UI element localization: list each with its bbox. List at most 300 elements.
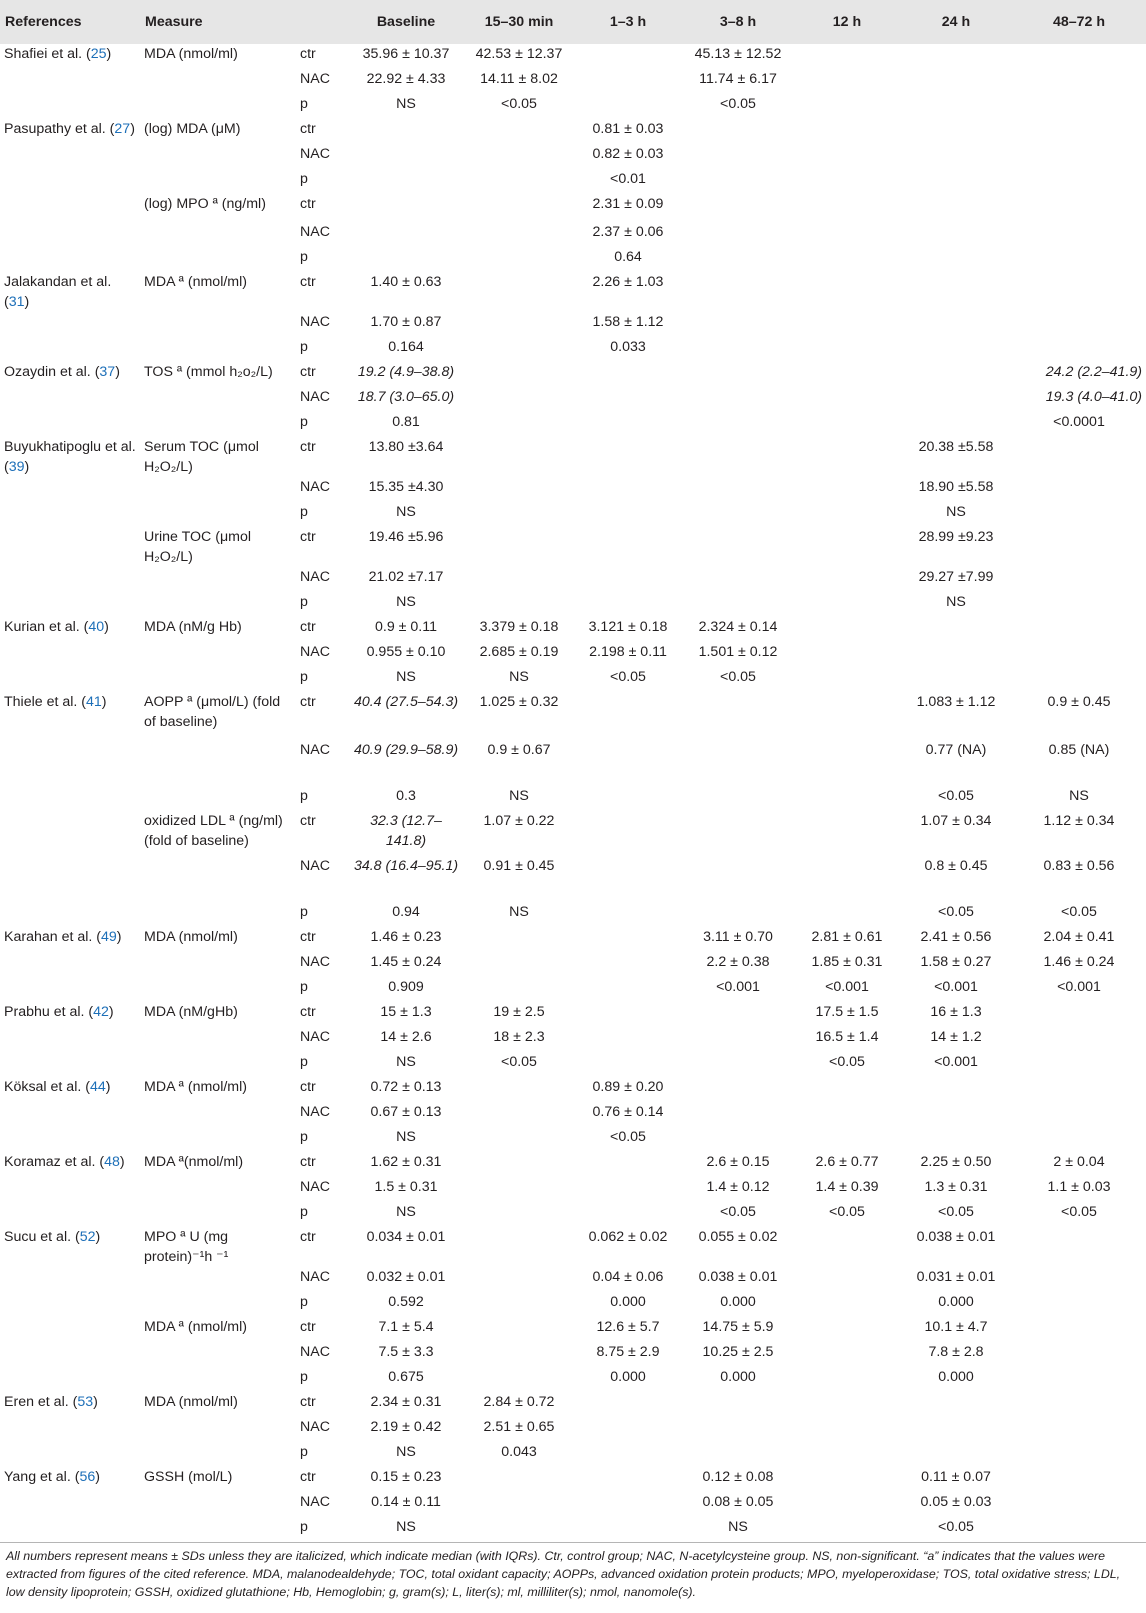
cell-value <box>464 1127 574 1152</box>
cell-group: NAC <box>300 644 330 660</box>
col-header-measure: Measure <box>140 0 296 44</box>
cell-value: 1.025 ± 0.32 <box>479 694 559 710</box>
cell-value <box>1012 1467 1146 1492</box>
cell-reference <box>0 362 140 387</box>
cell-value <box>794 362 900 387</box>
cell-measure: AOPP ª (μmol/L) (fold of baseline) <box>144 694 281 730</box>
cell-group: ctr <box>300 813 316 829</box>
cell-value <box>574 856 682 902</box>
cell-value <box>682 412 794 437</box>
cell-value: 0.64 <box>614 249 642 265</box>
cell-value <box>464 1227 574 1267</box>
cell-value <box>1012 119 1146 144</box>
cell-value <box>682 786 794 811</box>
table-row <box>0 1077 1146 1102</box>
cell-value <box>1012 1127 1146 1152</box>
cell-reference <box>0 786 140 811</box>
cell-value: <0.001 <box>716 979 760 995</box>
cell-value <box>900 169 1012 194</box>
cell-value: <0.001 <box>934 1054 978 1070</box>
cell-value: 1.40 ± 0.63 <box>370 274 442 290</box>
cell-group: p <box>300 669 308 685</box>
cell-value: 1.5 ± 0.31 <box>374 1179 438 1195</box>
table-row <box>0 1127 1146 1152</box>
cell-group: NAC <box>300 1179 330 1195</box>
col-header-3-8-h: 3–8 h <box>682 0 794 44</box>
cell-value <box>348 222 464 247</box>
cell-value <box>464 1267 574 1292</box>
cell-value <box>348 144 464 169</box>
table-row <box>0 902 1146 927</box>
cell-value: <0.05 <box>829 1204 865 1220</box>
cell-value: <0.05 <box>938 1519 974 1535</box>
cell-value <box>464 952 574 977</box>
cell-reference <box>0 119 140 144</box>
cell-value: 0.89 ± 0.20 <box>592 1079 664 1095</box>
cell-value <box>794 786 900 811</box>
cell-value: NS <box>396 96 416 112</box>
cell-value <box>574 740 682 786</box>
cell-value: 2.324 ± 0.14 <box>698 619 778 635</box>
cell-value <box>1012 592 1146 617</box>
cell-value <box>794 692 900 740</box>
table-row <box>0 1342 1146 1367</box>
cell-value <box>464 247 574 272</box>
cell-group: NAC <box>300 858 330 874</box>
cell-value <box>900 94 1012 119</box>
cell-value: 1.3 ± 0.31 <box>924 1179 988 1195</box>
cell-measure <box>140 337 296 362</box>
cell-value <box>464 312 574 337</box>
cell-value: NS <box>396 1129 416 1145</box>
cell-value: 7.5 ± 3.3 <box>378 1344 434 1360</box>
cell-measure <box>140 144 296 169</box>
cell-value <box>1012 437 1146 477</box>
cell-value: 2.25 ± 0.50 <box>920 1154 992 1170</box>
cell-measure <box>140 667 296 692</box>
cell-group: ctr <box>300 121 316 137</box>
cell-value: 0.000 <box>938 1369 974 1385</box>
citation-link[interactable]: 39 <box>8 459 25 475</box>
cell-reference <box>0 312 140 337</box>
cell-measure <box>140 1027 296 1052</box>
table-row <box>0 1177 1146 1202</box>
cell-measure <box>140 1367 296 1392</box>
col-header-group <box>296 0 348 44</box>
cell-value <box>682 1077 794 1102</box>
cell-value <box>1012 527 1146 567</box>
cell-measure <box>140 1267 296 1292</box>
cell-group: p <box>300 1519 308 1535</box>
cell-value: 0.15 ± 0.23 <box>370 1469 442 1485</box>
cell-value: 0.000 <box>610 1294 646 1310</box>
cell-value: 0.77 (NA) <box>925 742 987 758</box>
cell-value: 0.062 ± 0.02 <box>588 1229 668 1245</box>
cell-value: 1.62 ± 0.31 <box>370 1154 442 1170</box>
cell-value: 2.6 ± 0.15 <box>706 1154 770 1170</box>
cell-value <box>574 1052 682 1077</box>
cell-value <box>794 740 900 786</box>
cell-value: 0.592 <box>388 1294 424 1310</box>
cell-value: 0.8 ± 0.45 <box>924 858 988 874</box>
cell-value: 1.4 ± 0.12 <box>706 1179 770 1195</box>
cell-value <box>682 222 794 247</box>
cell-value <box>794 272 900 312</box>
cell-reference <box>0 1517 140 1542</box>
cell-reference <box>0 592 140 617</box>
cell-value: 0.85 (NA) <box>1048 742 1110 758</box>
table-body <box>0 44 1146 1542</box>
cell-group: p <box>300 1129 308 1145</box>
cell-measure <box>140 94 296 119</box>
cell-group: NAC <box>300 1344 330 1360</box>
table-row <box>0 1027 1146 1052</box>
cell-value: 1.07 ± 0.34 <box>920 813 992 829</box>
cell-value: NS <box>396 669 416 685</box>
table-row <box>0 1392 1146 1417</box>
cell-value: 22.92 ± 4.33 <box>366 71 446 87</box>
cell-value <box>1012 312 1146 337</box>
cell-reference <box>0 1027 140 1052</box>
table-row <box>0 617 1146 642</box>
cell-value: 0.94 <box>392 904 420 920</box>
reference-author: Eren et al. ( <box>4 1394 78 1410</box>
cell-value: 19 ± 2.5 <box>493 1004 545 1020</box>
cell-value <box>794 222 900 247</box>
cell-value: NS <box>946 504 966 520</box>
cell-value: 0.14 ± 0.11 <box>371 1494 441 1510</box>
citation-link[interactable]: 31 <box>8 294 25 310</box>
cell-value <box>900 617 1012 642</box>
cell-value <box>900 44 1012 69</box>
cell-value: 2.41 ± 0.56 <box>920 929 992 945</box>
cell-group: p <box>300 979 308 995</box>
cell-value: <0.05 <box>610 1129 646 1145</box>
table-row <box>0 1492 1146 1517</box>
cell-value <box>574 927 682 952</box>
cell-value: <0.05 <box>938 1204 974 1220</box>
cell-value: 0.11 ± 0.07 <box>921 1469 991 1485</box>
cell-value: 19.3 (4.0–41.0) <box>1045 389 1142 405</box>
cell-reference <box>0 692 140 740</box>
cell-value <box>464 1202 574 1227</box>
reference-close: ) <box>95 1469 100 1485</box>
cell-value: 1.85 ± 0.31 <box>811 954 883 970</box>
citation-link[interactable]: 37 <box>99 364 116 380</box>
cell-measure <box>140 1342 296 1367</box>
cell-value <box>574 902 682 927</box>
cell-value <box>464 119 574 144</box>
table-row <box>0 811 1146 856</box>
col-header-48-72-h: 48–72 h <box>1012 0 1146 44</box>
cell-value <box>682 337 794 362</box>
cell-value: 1.45 ± 0.24 <box>370 954 442 970</box>
citation-link[interactable]: 49 <box>101 929 117 945</box>
cell-group: NAC <box>300 71 330 87</box>
cell-measure <box>140 592 296 617</box>
cell-value <box>1012 1102 1146 1127</box>
cell-value <box>682 437 794 477</box>
cell-value <box>682 1417 794 1442</box>
cell-reference <box>0 337 140 362</box>
table-row <box>0 1517 1146 1542</box>
cell-value <box>794 437 900 477</box>
cell-value <box>1012 1292 1146 1317</box>
cell-reference <box>0 1052 140 1077</box>
cell-value <box>1012 1417 1146 1442</box>
citation-link[interactable]: 48 <box>104 1154 120 1170</box>
cell-value <box>574 811 682 856</box>
reference-close: ) <box>24 294 30 310</box>
cell-value: <0.05 <box>610 669 646 685</box>
citation-link[interactable]: 44 <box>89 1079 106 1095</box>
cell-value: NS <box>1069 788 1089 804</box>
citation-link[interactable]: 56 <box>79 1469 96 1485</box>
cell-value <box>464 977 574 1002</box>
citation-link[interactable]: 27 <box>114 121 131 137</box>
cell-value <box>794 902 900 927</box>
cell-value: NS <box>509 788 529 804</box>
cell-value <box>1012 667 1146 692</box>
cell-group: p <box>300 504 308 520</box>
cell-value <box>574 437 682 477</box>
cell-value <box>900 1417 1012 1442</box>
cell-group: ctr <box>300 196 316 212</box>
table-row <box>0 477 1146 502</box>
cell-group: NAC <box>300 146 330 162</box>
citation-link[interactable]: 52 <box>79 1229 96 1245</box>
cell-value <box>794 1267 900 1292</box>
cell-value <box>682 247 794 272</box>
cell-value: 2.6 ± 0.77 <box>815 1154 879 1170</box>
cell-value <box>1012 642 1146 667</box>
table-row <box>0 222 1146 247</box>
cell-group: p <box>300 1204 308 1220</box>
cell-value <box>682 362 794 387</box>
cell-value: 1.1 ± 0.03 <box>1047 1179 1111 1195</box>
cell-measure: MPO ª U (mg protein)⁻¹h ⁻¹ <box>144 1229 229 1265</box>
cell-value: NS <box>509 904 529 920</box>
cell-value: 0.9 ± 0.67 <box>487 742 551 758</box>
cell-value <box>1012 44 1146 69</box>
cell-value: 21.02 ±7.17 <box>368 569 444 585</box>
table-row <box>0 927 1146 952</box>
cell-value <box>464 1177 574 1202</box>
cell-value <box>464 362 574 387</box>
cell-reference <box>0 1152 140 1177</box>
cell-value <box>794 412 900 437</box>
cell-value: 1.46 ± 0.24 <box>1043 954 1115 970</box>
reference-close: ) <box>93 1394 98 1410</box>
cell-value <box>682 272 794 312</box>
cell-value: 2.51 ± 0.65 <box>483 1419 555 1435</box>
cell-value <box>1012 567 1146 592</box>
citation-link[interactable]: 53 <box>77 1394 94 1410</box>
cell-value <box>464 592 574 617</box>
cell-value <box>794 477 900 502</box>
cell-value: 0.000 <box>938 1294 974 1310</box>
cell-value <box>574 412 682 437</box>
cell-value: 1.501 ± 0.12 <box>698 644 778 660</box>
cell-value <box>464 169 574 194</box>
cell-value <box>682 1127 794 1152</box>
cell-measure <box>140 1517 296 1542</box>
cell-value <box>1012 502 1146 527</box>
cell-group: ctr <box>300 529 316 545</box>
cell-value <box>900 119 1012 144</box>
cell-value: 14.75 ± 5.9 <box>702 1319 774 1335</box>
cell-value <box>682 1027 794 1052</box>
cell-reference <box>0 811 140 856</box>
cell-value <box>794 312 900 337</box>
reference-author: Buyukhatipoglu et al. ( <box>4 439 136 475</box>
cell-value <box>900 1077 1012 1102</box>
cell-reference <box>0 194 140 222</box>
cell-value: 1.58 ± 0.27 <box>920 954 992 970</box>
cell-measure <box>140 222 296 247</box>
table-row <box>0 194 1146 222</box>
table-row <box>0 412 1146 437</box>
cell-value: 1.58 ± 1.12 <box>592 314 664 330</box>
cell-value: 2.37 ± 0.06 <box>592 224 664 240</box>
cell-group: NAC <box>300 1104 330 1120</box>
cell-value <box>464 1102 574 1127</box>
cell-measure <box>140 477 296 502</box>
cell-value <box>574 527 682 567</box>
cell-group: NAC <box>300 1419 330 1435</box>
cell-value <box>900 1102 1012 1127</box>
cell-value <box>464 927 574 952</box>
cell-value: 14.11 ± 8.02 <box>480 71 558 87</box>
cell-value <box>464 1492 574 1517</box>
cell-value <box>682 1102 794 1127</box>
cell-value <box>794 527 900 567</box>
cell-value <box>1012 194 1146 222</box>
cell-value <box>794 1317 900 1342</box>
cell-group: NAC <box>300 389 330 405</box>
cell-value: 1.12 ± 0.34 <box>1043 813 1115 829</box>
table-row <box>0 362 1146 387</box>
cell-value: 1.083 ± 1.12 <box>916 694 996 710</box>
cell-value: 0.08 ± 0.05 <box>702 1494 774 1510</box>
cell-value: <0.001 <box>934 979 978 995</box>
table-row <box>0 786 1146 811</box>
reference-close: ) <box>116 929 122 945</box>
cell-value: <0.05 <box>720 1204 756 1220</box>
reference-author: Thiele et al. ( <box>4 694 87 710</box>
cell-value <box>794 592 900 617</box>
cell-value <box>1012 144 1146 169</box>
header-row <box>0 0 1146 44</box>
cell-value <box>464 1342 574 1367</box>
cell-value: <0.05 <box>720 669 756 685</box>
cell-value <box>794 667 900 692</box>
cell-reference <box>0 222 140 247</box>
cell-group: ctr <box>300 1004 316 1020</box>
cell-value: 8.75 ± 2.9 <box>596 1344 660 1360</box>
cell-value <box>794 1367 900 1392</box>
cell-value <box>900 222 1012 247</box>
cell-value: NS <box>396 1204 416 1220</box>
cell-reference <box>0 169 140 194</box>
citation-link[interactable]: 42 <box>93 1004 109 1020</box>
cell-value <box>682 502 794 527</box>
cell-value: 2.31 ± 0.09 <box>592 196 664 212</box>
cell-reference <box>0 502 140 527</box>
cell-reference <box>0 272 140 312</box>
cell-value: <0.01 <box>610 171 646 187</box>
cell-value: 18.90 ±5.58 <box>918 479 994 495</box>
cell-group: p <box>300 249 308 265</box>
citation-link[interactable]: 40 <box>88 619 105 635</box>
cell-value <box>794 567 900 592</box>
cell-value: 0.76 ± 0.14 <box>592 1104 664 1120</box>
cell-value <box>682 194 794 222</box>
reference-close: ) <box>130 121 135 137</box>
cell-value <box>794 44 900 69</box>
cell-measure: MDA (nmol/ml) <box>144 46 238 62</box>
cell-value <box>574 977 682 1002</box>
cell-group: p <box>300 414 308 430</box>
cell-value <box>900 1127 1012 1152</box>
cell-reference <box>0 1417 140 1442</box>
cell-value <box>794 1227 900 1267</box>
cell-value <box>574 952 682 977</box>
reference-author: Ozaydin et al. ( <box>4 364 100 380</box>
citation-link[interactable]: 25 <box>90 46 107 62</box>
cell-value <box>900 412 1012 437</box>
cell-measure <box>140 1417 296 1442</box>
cell-value: 2.2 ± 0.38 <box>706 954 770 970</box>
reference-author: Shafiei et al. ( <box>4 46 91 62</box>
cell-value <box>794 144 900 169</box>
cell-value: 0.91 ± 0.45 <box>483 858 555 874</box>
cell-value <box>1012 617 1146 642</box>
citation-link[interactable]: 41 <box>86 694 102 710</box>
cell-measure <box>140 312 296 337</box>
cell-value <box>1012 337 1146 362</box>
cell-value <box>574 502 682 527</box>
cell-value: 17.5 ± 1.5 <box>815 1004 879 1020</box>
cell-measure <box>140 567 296 592</box>
cell-value: 2 ± 0.04 <box>1053 1154 1105 1170</box>
table-row <box>0 1467 1146 1492</box>
cell-value <box>1012 222 1146 247</box>
cell-measure: oxidized LDL ª (ng/ml) (fold of baseline) <box>144 813 283 849</box>
cell-value <box>900 272 1012 312</box>
cell-value <box>900 387 1012 412</box>
cell-measure: TOS ª (mmol h₂o₂/L) <box>144 364 273 380</box>
cell-measure <box>140 1292 296 1317</box>
table-row <box>0 337 1146 362</box>
cell-value: 2.19 ± 0.42 <box>370 1419 442 1435</box>
cell-reference <box>0 44 140 69</box>
cell-measure <box>140 856 296 902</box>
cell-value: NS <box>396 504 416 520</box>
table-row <box>0 692 1146 740</box>
cell-measure: MDA (nM/g Hb) <box>144 619 242 635</box>
cell-value: 19.46 ±5.96 <box>368 529 444 545</box>
table-row <box>0 667 1146 692</box>
cell-measure <box>140 1492 296 1517</box>
cell-measure <box>140 977 296 1002</box>
cell-value <box>1012 272 1146 312</box>
cell-value <box>682 144 794 169</box>
cell-group: NAC <box>300 1029 330 1045</box>
cell-reference <box>0 527 140 567</box>
cell-value <box>682 811 794 856</box>
cell-value <box>682 902 794 927</box>
